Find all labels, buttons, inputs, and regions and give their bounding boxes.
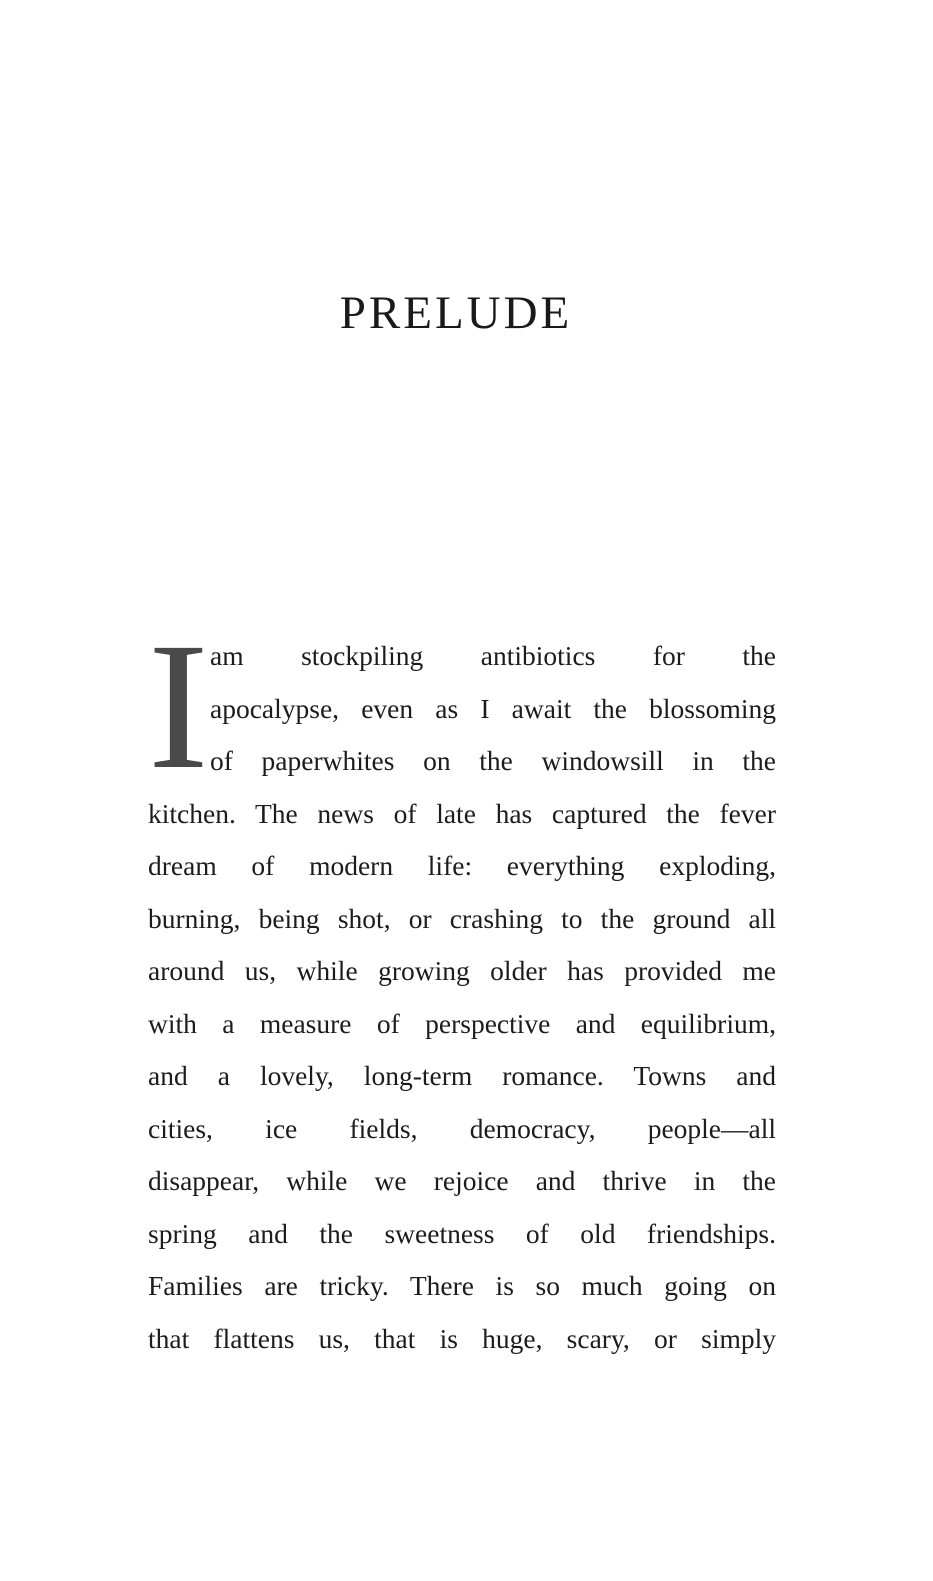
text-line: dream of modern life: everything exploding, xyxy=(148,850,776,881)
text-line: with a measure of perspective and equilibrium, xyxy=(148,1007,776,1039)
text-line: around us, while growing older has provided me xyxy=(148,955,776,986)
text-line: apocalypse, even as I await the blossoming xyxy=(210,692,776,724)
body-paragraph xyxy=(148,606,776,1365)
text-line: and a lovely, long-term romance. Towns and xyxy=(148,1060,776,1091)
text-line: disappear, while we rejoice and thrive in the xyxy=(148,1165,776,1196)
text-line: that flattens us, that is huge, scary, or simply xyxy=(148,1322,776,1354)
text-line: of paperwhites on the windowsill in the xyxy=(210,745,776,776)
text-line: Families are tricky. There is so much going on xyxy=(148,1270,776,1301)
text-line: spring and the sweetness of old friendships. xyxy=(148,1217,776,1249)
text-line: am stockpiling antibiotics for the xyxy=(210,640,776,671)
chapter-title: PRELUDE xyxy=(339,287,573,339)
text-line: cities, ice fields, democracy, people—all xyxy=(148,1112,776,1144)
text-line: burning, being shot, or crashing to the ground all xyxy=(148,902,776,934)
drop-cap-letter: I xyxy=(148,606,209,807)
text-line: kitchen. The news of late has captured the fever xyxy=(148,797,776,829)
